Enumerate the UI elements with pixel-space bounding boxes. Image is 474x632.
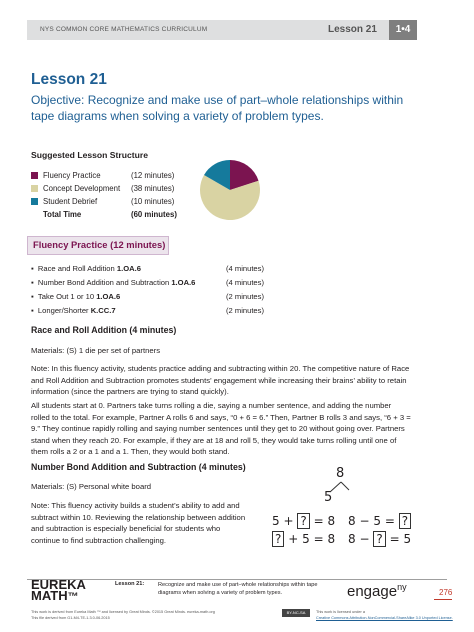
structure-item-time: (38 minutes) xyxy=(131,184,175,193)
license-link[interactable]: Creative Commons Attribution-NonCommercial-ShareAlike 3.0 Unported License. xyxy=(316,616,453,620)
fluency-item: ▪ Race and Roll Addition 1.OA.6 xyxy=(31,264,141,273)
bond-note: Note: This fluency activity builds a student’s ability to add and subtract within 10. Reviewing the relationship between addition and subtraction is especially beneficial for students who continue to find subtraction challenging. xyxy=(31,501,246,545)
equation: ? + 5 = 8 xyxy=(272,532,335,546)
structure-item-time: (10 minutes) xyxy=(131,197,175,206)
bond-materials: Materials: (S) Personal white board xyxy=(31,482,152,491)
equation: 8 − 5 = ? xyxy=(348,514,411,528)
total-label: Total Time xyxy=(43,210,82,219)
module-badge: 1•4 xyxy=(389,20,417,40)
fluency-heading: Fluency Practice (12 minutes) xyxy=(33,239,166,250)
structure-item-label: Fluency Practice xyxy=(43,171,101,180)
fluency-item-time: (4 minutes) xyxy=(226,264,264,273)
bond-part: 5 xyxy=(324,490,333,505)
footer-fine-print: This work is licensed under a xyxy=(316,610,365,614)
fluency-item-time: (2 minutes) xyxy=(226,306,264,315)
structure-item-label: Concept Development xyxy=(43,184,121,193)
engageny-logo: engage$^{ny}$ xyxy=(347,582,407,600)
unknown-box: ? xyxy=(272,531,284,547)
fluency-swatch xyxy=(31,172,38,179)
footer-description: Recognize and make use of part–whole relationships within tape diagrams when solving a variety of problem types. xyxy=(158,582,318,596)
race-body: All students start at 0. Partners take turns rolling a die, saying a number sentence, and adding the number rolled to the total. For example, Partner A rolls 6 and says, “0 + 6 = 6.” Then, Partner B rolls 3 and says, “6 + 3 = 9.” They continue rapidly rolling and saying number sentences until they get to 20 without going over. Partners stand when they reach 20. For example, if they are at 18 and roll 5, they would take turns rolling until one of them rolls a 2 or a 1 and a 1. Then, they would both stand. xyxy=(31,401,411,457)
cc-license-badge[interactable]: BY-NC-SA xyxy=(282,609,310,617)
page-number-underline xyxy=(434,599,452,600)
debrief-swatch xyxy=(31,198,38,205)
structure-item-label: Student Debrief xyxy=(43,197,98,206)
objective: Objective: Recognize and make use of part–whole relationships within tape diagrams when solving a variety of problem types. xyxy=(31,93,404,123)
fluency-item: ▪ Longer/Shorter K.CC.7 xyxy=(31,306,116,315)
curriculum-label: NYS COMMON CORE MATHEMATICS CURRICULUM xyxy=(40,26,208,33)
unknown-box: ? xyxy=(399,513,411,529)
page-title: Lesson 21 xyxy=(31,71,107,88)
footer-divider xyxy=(27,579,447,580)
concept-swatch xyxy=(31,185,38,192)
bond-whole: 8 xyxy=(336,466,345,481)
structure-heading: Suggested Lesson Structure xyxy=(31,150,148,160)
header-lesson: Lesson 21 xyxy=(328,24,377,35)
footer-fine-print: This file derived from G1-M4-TE-1.3.0-06.2015 xyxy=(31,616,110,620)
fluency-item: ▪ Take Out 1 or 10 1.OA.6 xyxy=(31,292,121,301)
fluency-item-time: (4 minutes) xyxy=(226,278,264,287)
bond-heading: Number Bond Addition and Subtraction (4 minutes) xyxy=(31,462,246,472)
race-note: Note: In this fluency activity, students practice adding and subtracting within 20. The competitive nature of Race and Roll Addition and Subtraction promotes students’ engagement while increasing their brains’ ability to retain information (since the partners are trying to stand quickly). xyxy=(31,364,410,397)
footer-fine-print: This work is derived from Eureka Math ™ and licensed by Great Minds. ©2015 Great Minds. eureka-math.org xyxy=(31,610,215,614)
footer-lesson: Lesson 21: xyxy=(115,581,145,587)
race-materials: Materials: (S) 1 die per set of partners xyxy=(31,346,161,355)
unknown-box: ? xyxy=(373,531,385,547)
total-time: (60 minutes) xyxy=(131,210,177,219)
race-heading: Race and Roll Addition (4 minutes) xyxy=(31,325,177,335)
structure-item-time: (12 minutes) xyxy=(131,171,175,180)
fluency-item-time: (2 minutes) xyxy=(226,292,264,301)
fluency-item: ▪ Number Bond Addition and Subtraction 1.OA.6 xyxy=(31,278,196,287)
unknown-box: ? xyxy=(297,513,309,529)
equation: 8 − ? = 5 xyxy=(348,532,412,546)
page-number: 276 xyxy=(439,588,453,597)
equation: 5 + ? = 8 xyxy=(272,514,336,528)
time-pie-chart xyxy=(198,158,262,222)
eureka-math-logo: EUREKA MATH™ xyxy=(31,577,86,603)
